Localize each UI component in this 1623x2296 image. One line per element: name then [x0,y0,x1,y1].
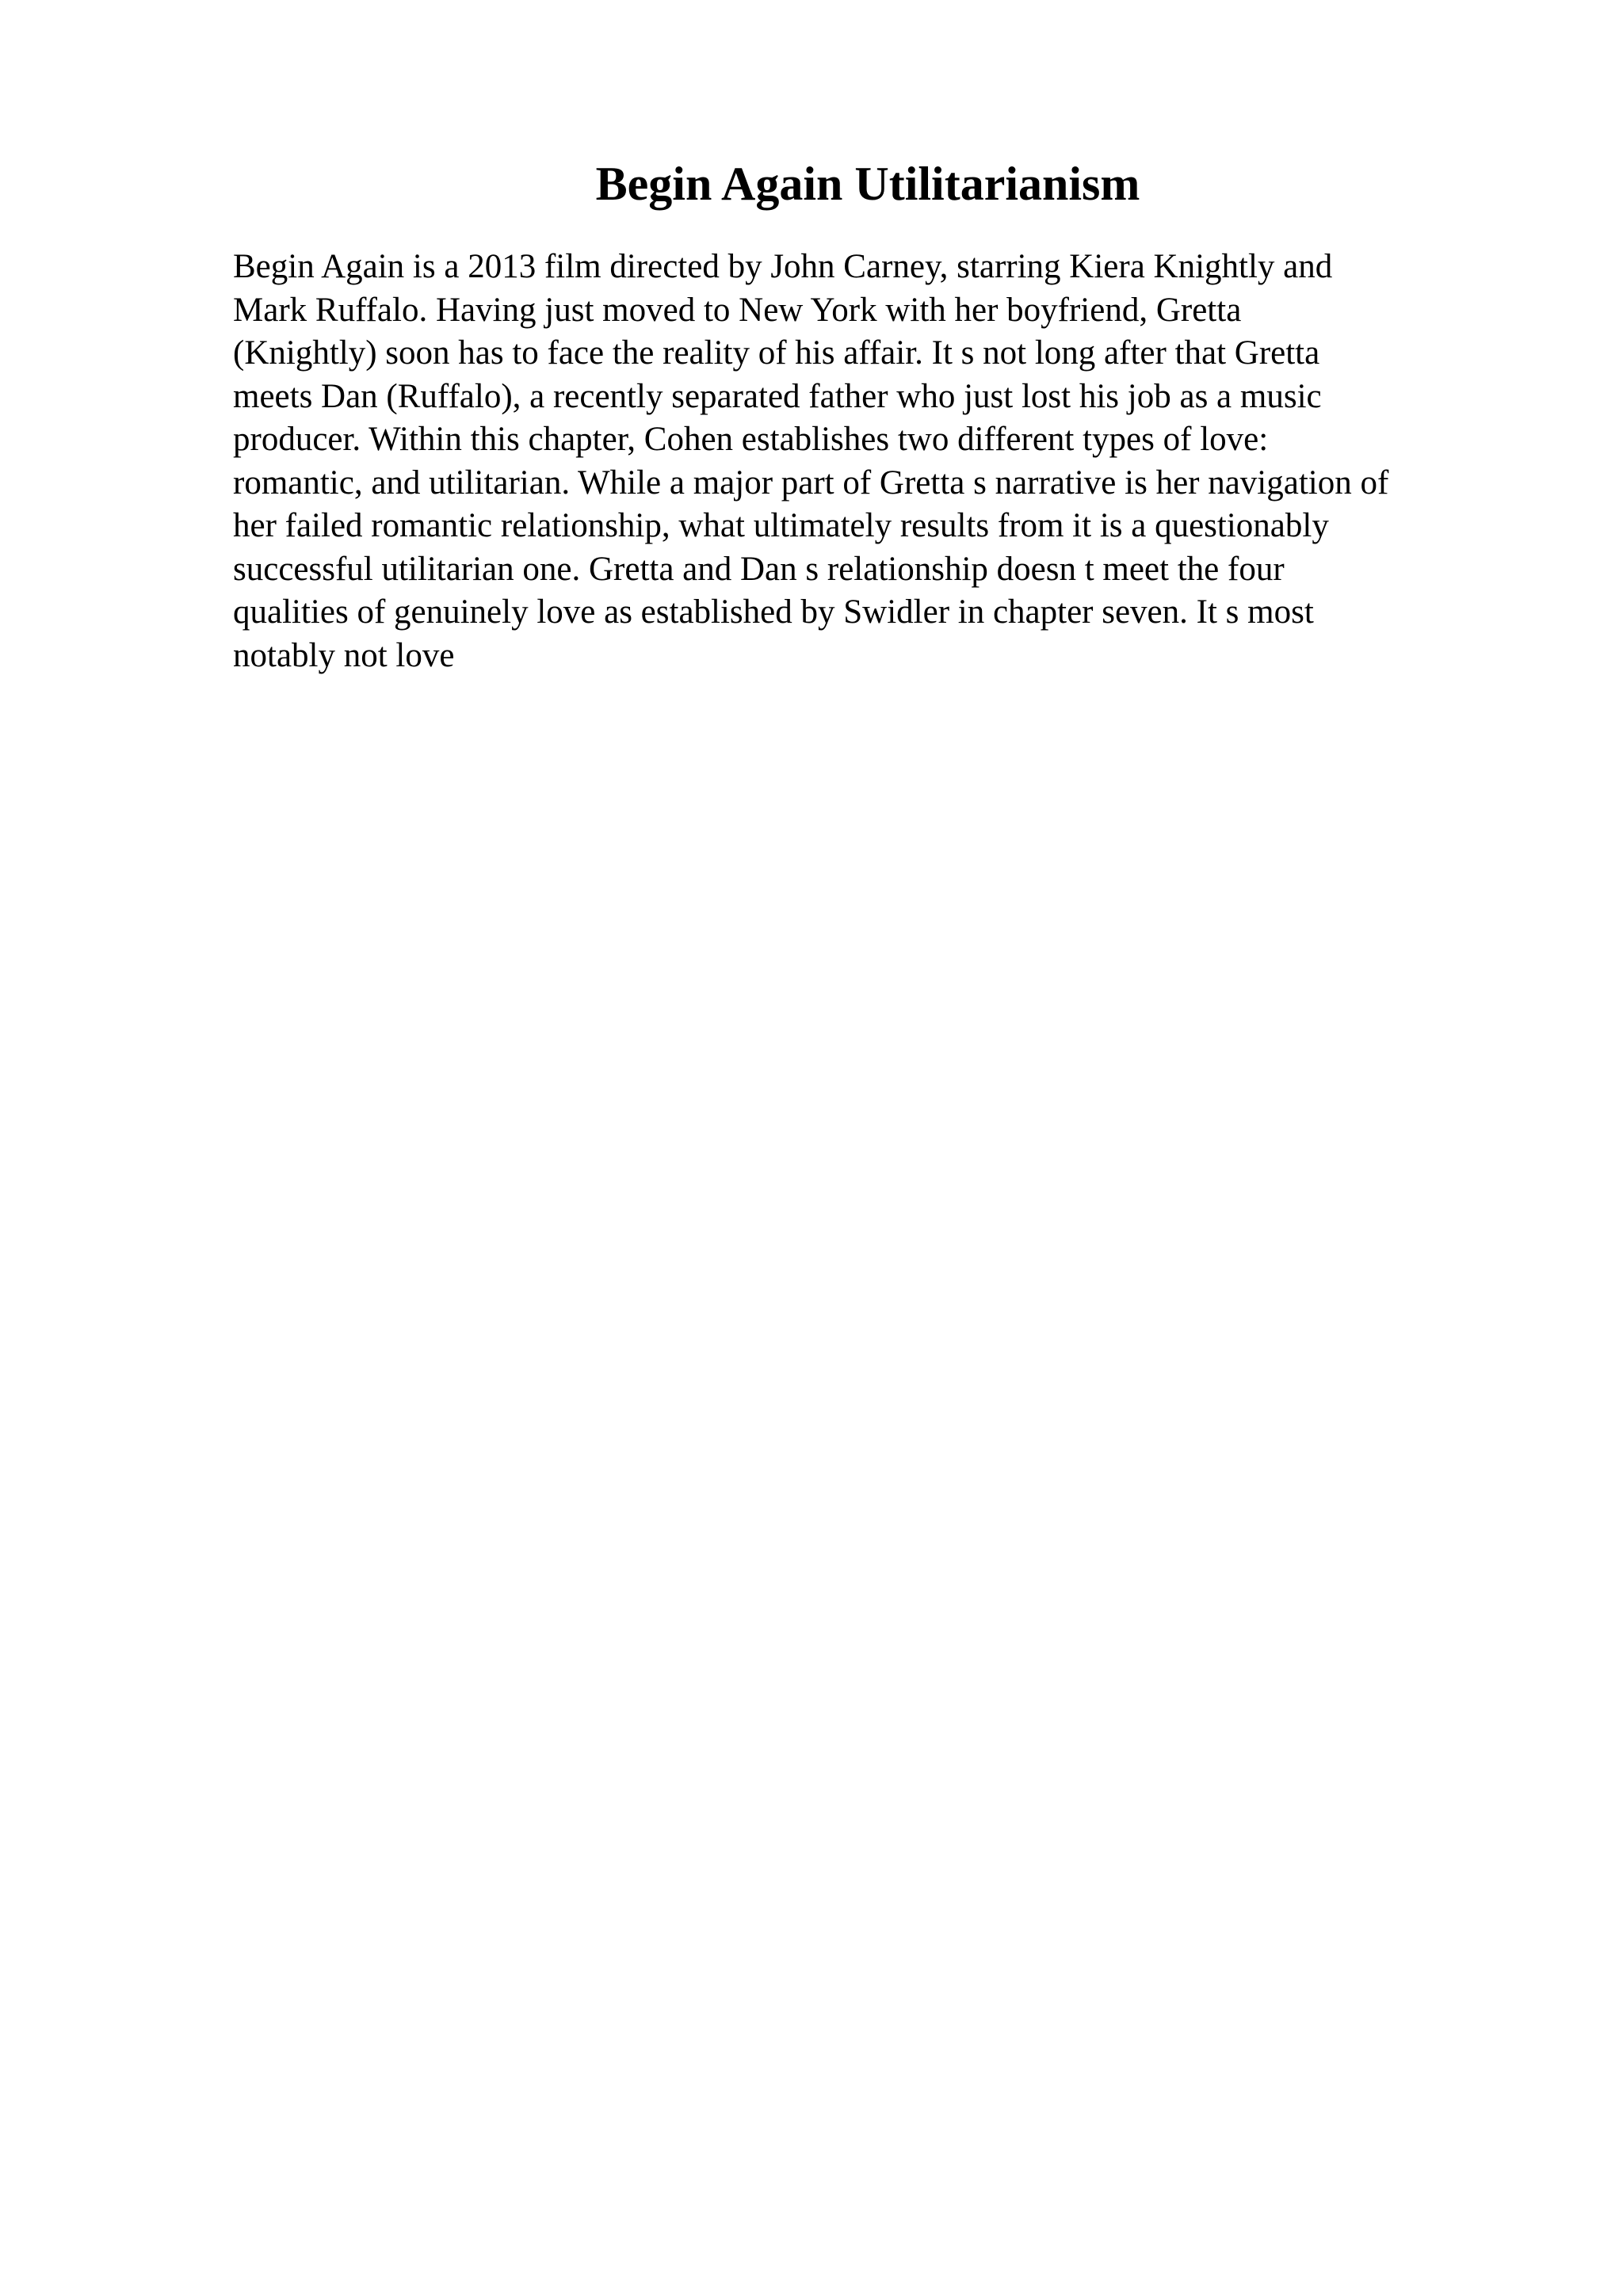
body-line: romantic, and utilitarian. While a major part of Gretta s narrative is her navigation of [233,463,1389,502]
document-title: Begin Again Utilitarianism [595,158,1140,210]
body-line: notably not love [233,636,455,674]
body-line: qualities of genuinely love as established by Swidler in chapter seven. It s most [233,593,1314,631]
body-line: her failed romantic relationship, what ultimately results from it is a questionably [233,507,1329,544]
body-line: (Knightly) soon has to face the reality of his affair. It s not long after that Gretta [233,334,1320,372]
body-line: successful utilitarian one. Gretta and Dan s relationship doesn t meet the four [233,550,1285,588]
body-line: producer. Within this chapter, Cohen establishes two different types of love: [233,421,1269,458]
document-body [233,246,1517,677]
body-line: Begin Again is a 2013 film directed by John Carney, starring Kiera Knightly and [233,248,1333,285]
body-line: meets Dan (Ruffalo), a recently separated father who just lost his job as a music [233,377,1322,415]
body-line: Mark Ruffalo. Having just moved to New York with her boyfriend, Gretta [233,291,1242,329]
